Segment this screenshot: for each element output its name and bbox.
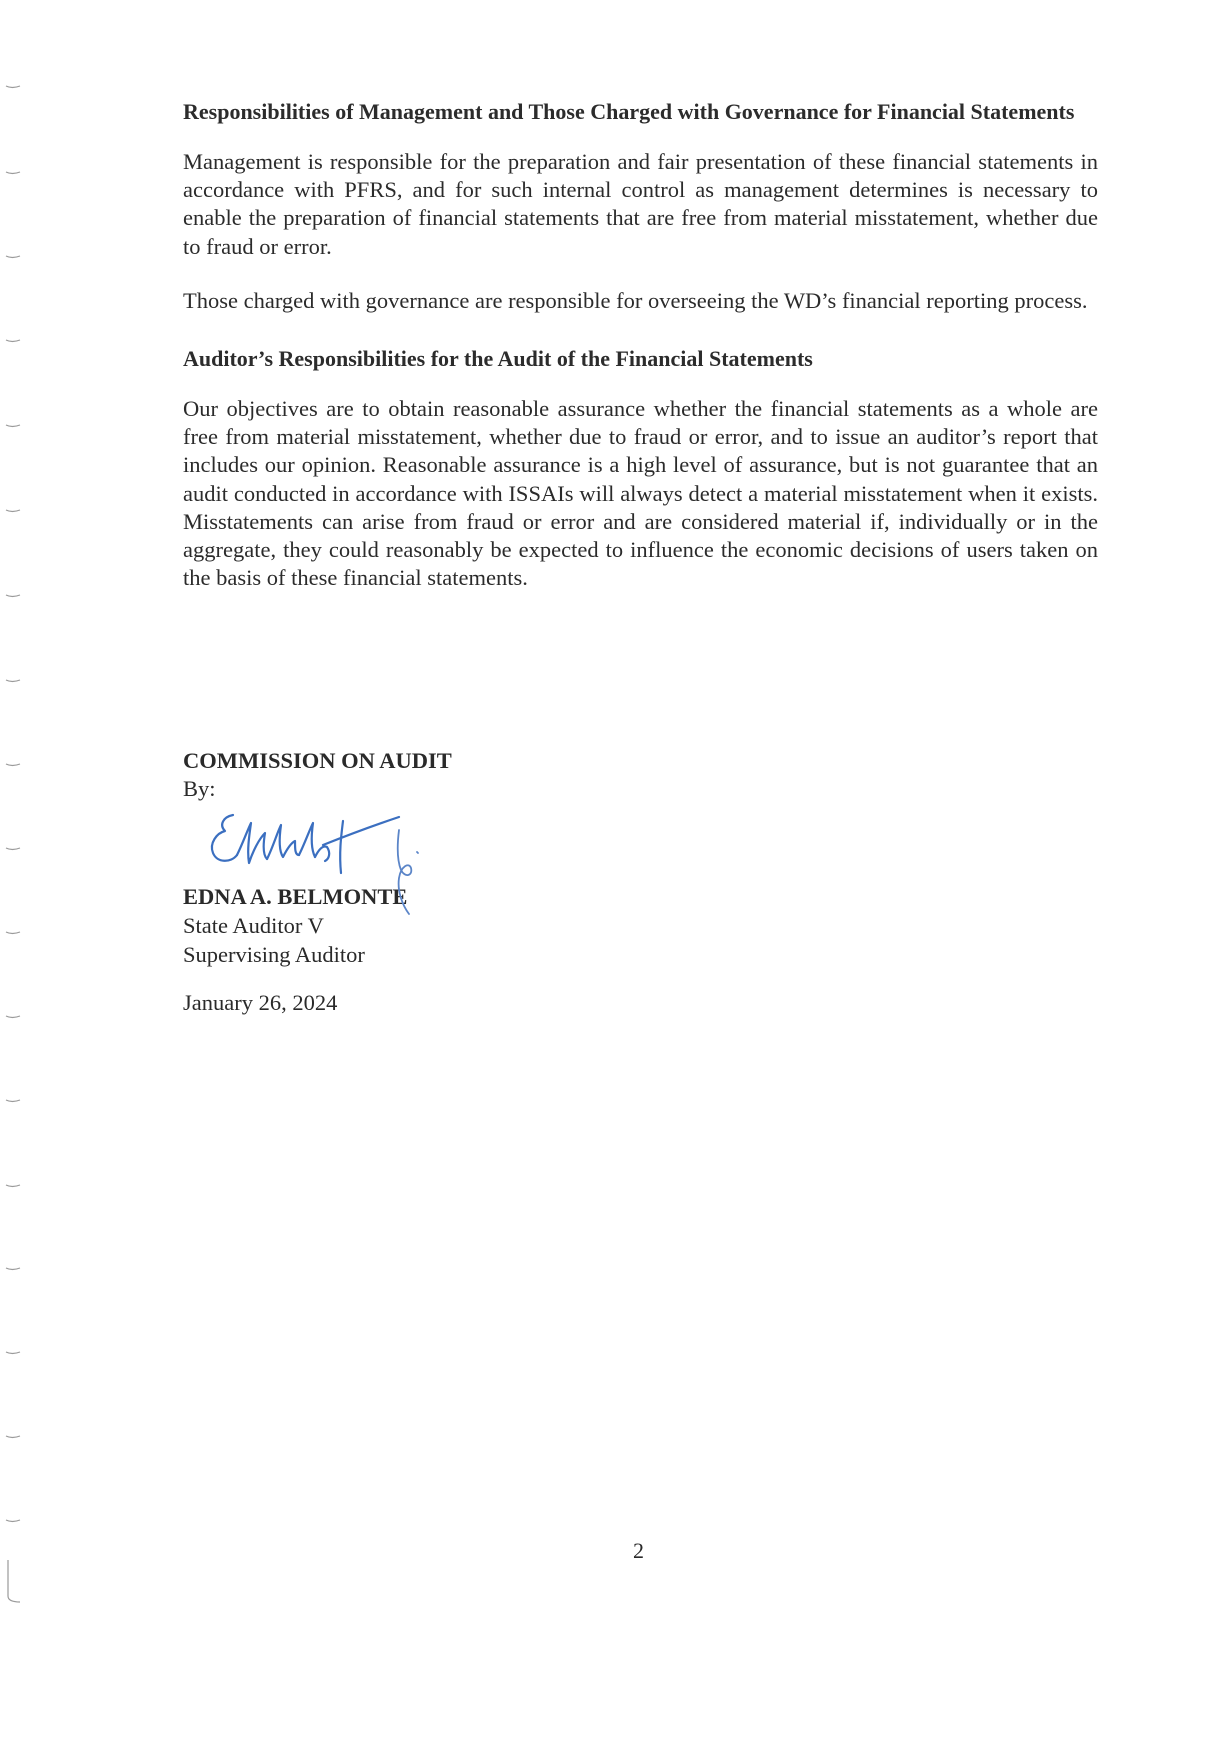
signature-area — [183, 813, 783, 883]
section-heading-management: Responsibilities of Management and Those Charged with Governance for Financial Statements — [183, 99, 1075, 124]
handwritten-initial — [387, 822, 427, 922]
organization-name: COMMISSION ON AUDIT — [183, 748, 452, 773]
by-label: By: — [183, 776, 216, 801]
signature-block — [183, 747, 783, 1017]
paragraph-auditor-objectives: Our objectives are to obtain reasonable assurance whether the financial statements as a whole are free from material misstatement, whether due to fraud or error, and to issue an auditor’s report that includes our opinion. Reasonable assurance is a high level of assurance, but is not guarantee that an audit conducted in accordance with ISSAIs will always detect a material misstatement when it exists. Misstatements can arise from fraud or error and are considered material if, individually or in the aggregate, they could reasonably be expected to influence the economic decisions of users taken on the basis of these financial statements. — [183, 396, 1098, 591]
paragraph-governance-responsibility: Those charged with governance are responsible for overseeing the WD’s financial reporting process. — [183, 287, 1088, 313]
handwritten-signature — [203, 803, 403, 893]
signer-role: Supervising Auditor — [183, 942, 365, 967]
page-number: 2 — [633, 1538, 644, 1563]
binding-hole-marks — [0, 0, 30, 1742]
signer-title: State Auditor V — [183, 913, 324, 938]
report-body — [183, 98, 1098, 618]
signer-name: EDNA A. BELMONTE — [183, 884, 408, 909]
section-heading-auditor: Auditor’s Responsibilities for the Audit of the Financial Statements — [183, 346, 813, 372]
paragraph-management-responsibility: Management is responsible for the preparation and fair presentation of these financial statements in accordance with PFRS, and for such internal control as management determines is necessary to enable the preparation of financial statements that are free from material misstatement, whether due to fraud or error. — [183, 149, 1098, 259]
report-date: January 26, 2024 — [183, 990, 338, 1015]
